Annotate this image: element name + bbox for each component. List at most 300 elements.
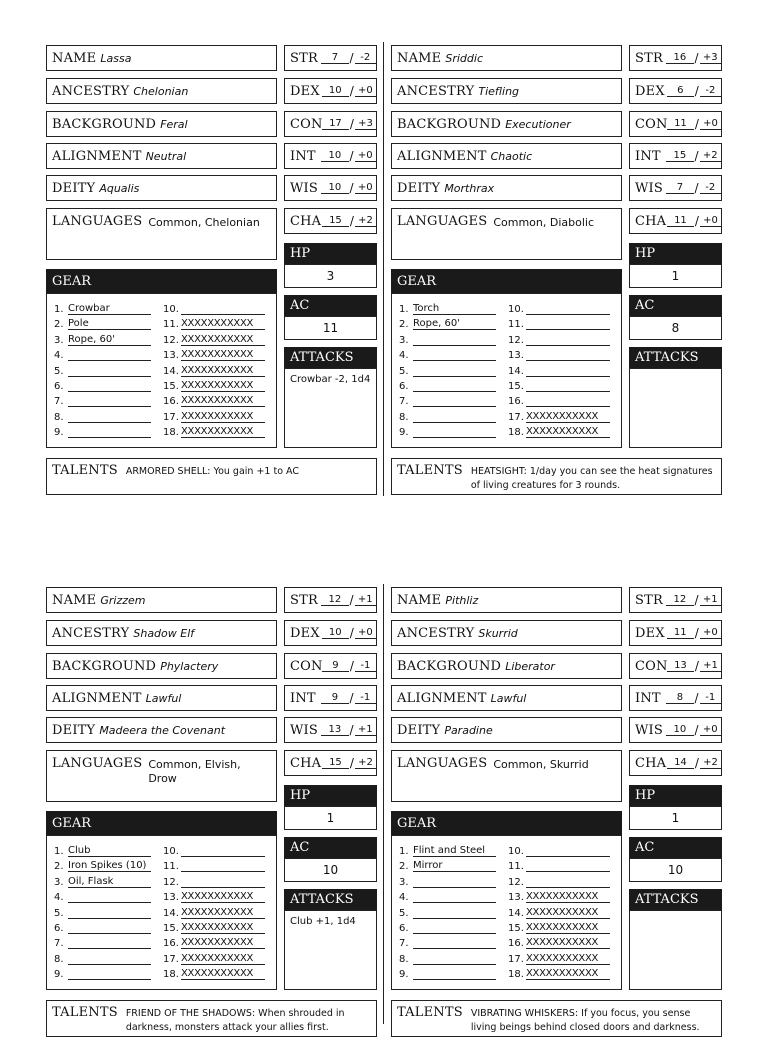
ancestry-label: ANCESTRY [52, 83, 130, 99]
dex-stat [284, 78, 377, 104]
gear-slot-value[interactable] [181, 876, 265, 888]
wis-stat [629, 717, 722, 743]
gear-slot-unavailable[interactable]: XXXXXXXXXXX [181, 907, 265, 919]
gear-slot[interactable] [508, 859, 610, 872]
gear-slot[interactable] [508, 379, 610, 392]
languages-label: LANGUAGES [397, 756, 488, 771]
hp-value-box[interactable] [284, 806, 377, 830]
gear-slot-value[interactable] [413, 907, 496, 919]
ac-value-box[interactable] [629, 858, 722, 882]
dex-stat [629, 620, 722, 646]
languages-row [392, 751, 621, 777]
gear-slot-unavailable[interactable]: XXXXXXXXXXX [526, 891, 610, 903]
gear-slot[interactable] [54, 394, 151, 407]
gear-slot[interactable] [54, 379, 151, 392]
con-stat [629, 111, 722, 137]
hp-value-box[interactable] [629, 806, 722, 830]
gear-slot-value[interactable]: Crowbar [68, 303, 151, 315]
alignment-value: Lawful [145, 691, 182, 705]
str-score: 12 [321, 594, 348, 606]
gear-slot-unavailable[interactable]: XXXXXXXXXXX [181, 922, 265, 934]
wis-row [630, 718, 721, 742]
gear-slot-value[interactable] [413, 334, 496, 346]
gear-slot[interactable] [54, 364, 151, 377]
gear-slot[interactable] [508, 921, 610, 934]
gear-slot[interactable] [163, 364, 265, 377]
gear-slot-value[interactable] [413, 411, 496, 423]
gear-slot-value[interactable] [413, 395, 496, 407]
gear-slot-unavailable[interactable]: XXXXXXXXXXX [181, 968, 265, 980]
deity-label: DEITY [397, 722, 441, 738]
int-stat [629, 143, 722, 169]
background-row [392, 654, 621, 678]
gear-slot[interactable] [508, 333, 610, 346]
cha-score: 14 [667, 757, 694, 769]
gear-slot[interactable] [399, 906, 496, 919]
ancestry-label: ANCESTRY [397, 83, 475, 99]
gear-slot-value[interactable]: Mirror [413, 860, 496, 872]
alignment-value: Chaotic [490, 149, 533, 163]
gear-slot[interactable] [399, 890, 496, 903]
gear-slot-number: 14. [163, 365, 179, 377]
ancestry-label: ANCESTRY [397, 625, 475, 641]
con-score: 13 [667, 660, 694, 672]
ancestry-label: ANCESTRY [52, 625, 130, 641]
gear-slot-value[interactable] [526, 334, 610, 346]
gear-slot-value[interactable] [68, 380, 151, 392]
gear-slot[interactable] [54, 410, 151, 423]
int-label: INT [290, 148, 316, 164]
gear-slot-number: 3. [54, 876, 64, 888]
cha-row [630, 209, 721, 233]
gear-slot-unavailable[interactable]: XXXXXXXXXXX [526, 922, 610, 934]
cha-label: CHA [635, 755, 667, 771]
ancestry-value: Skurrid [478, 626, 518, 640]
str-modifier: +1 [355, 594, 376, 606]
gear-slot[interactable] [54, 317, 151, 330]
int-stat [284, 143, 377, 169]
gear-slot-unavailable[interactable]: XXXXXXXXXXX [526, 411, 610, 423]
gear-slot[interactable] [508, 348, 610, 361]
talents-row [47, 1001, 376, 1036]
con-slash: / [694, 659, 699, 673]
deity-row [47, 176, 276, 200]
wis-modifier: +0 [355, 182, 376, 194]
gear-slot-value[interactable] [413, 922, 496, 934]
gear-slot-value[interactable] [181, 845, 265, 857]
ancestry-row [47, 79, 276, 103]
alignment-field [46, 143, 277, 169]
name-field [391, 587, 622, 613]
gear-slot[interactable] [508, 302, 610, 315]
gear-slot[interactable] [163, 379, 265, 392]
gear-slot[interactable] [399, 859, 496, 872]
gear-slot-value[interactable]: Flint and Steel [413, 845, 496, 857]
deity-row [392, 718, 621, 742]
gear-slot-value[interactable] [68, 922, 151, 934]
gear-slot[interactable] [508, 906, 610, 919]
hp-value-box[interactable] [284, 264, 377, 288]
con-row [285, 112, 376, 136]
talents-row [392, 1001, 721, 1036]
int-stat [284, 685, 377, 711]
str-slash: / [694, 593, 699, 607]
wis-slash: / [349, 181, 354, 195]
gear-slot-value[interactable]: Iron Spikes (10) [68, 860, 151, 872]
gear-slot-value[interactable] [413, 349, 496, 361]
gear-slot-number: 11. [508, 319, 524, 331]
wis-modifier: +1 [355, 724, 376, 736]
alignment-label: ALIGNMENT [397, 690, 487, 706]
deity-value: Paradine [444, 723, 493, 737]
ac-label: AC [290, 298, 310, 313]
gear-slot-number: 14. [508, 907, 524, 919]
gear-slot-value[interactable] [413, 968, 496, 980]
gear-slot-value[interactable] [413, 426, 496, 438]
gear-slot-value[interactable] [413, 365, 496, 377]
gear-slot-value[interactable] [68, 426, 151, 438]
gear-slot-number: 1. [54, 304, 64, 315]
name-value: Lassa [100, 51, 132, 65]
gear-slot-value[interactable] [526, 845, 610, 857]
gear-slot[interactable] [399, 394, 496, 407]
cha-slash: / [349, 214, 354, 228]
gear-slot-value[interactable] [413, 937, 496, 949]
gear-slot-unavailable[interactable]: XXXXXXXXXXX [181, 937, 265, 949]
ac-header [284, 295, 377, 316]
languages-field [46, 750, 277, 802]
ac-header [629, 295, 722, 316]
talents-value: FRIEND OF THE SHADOWS: When shrouded in darkness, monsters attack your allies first. [125, 1008, 345, 1033]
gear-slot-value[interactable] [68, 907, 151, 919]
gear-slot[interactable] [54, 921, 151, 934]
gear-slot[interactable] [399, 379, 496, 392]
gear-slot[interactable] [399, 302, 496, 315]
talents-value: HEATSIGHT: 1/day you can see the heat signatures of living creatures for 3 rounds. [470, 466, 713, 491]
gear-slot[interactable] [163, 906, 265, 919]
gear-slot[interactable] [508, 394, 610, 407]
gear-slot[interactable] [508, 844, 610, 857]
gear-slot-number: 15. [508, 381, 524, 392]
gear-header [46, 811, 277, 835]
str-stat [629, 587, 722, 613]
gear-slot-value[interactable] [526, 318, 610, 330]
gear-slot-unavailable[interactable]: XXXXXXXXXXX [181, 349, 265, 361]
str-label: STR [635, 592, 663, 608]
int-slash: / [694, 149, 699, 163]
gear-slot[interactable] [399, 364, 496, 377]
str-row [630, 46, 721, 70]
gear-slot[interactable] [163, 317, 265, 330]
gear-slot-value[interactable] [68, 365, 151, 377]
gear-slot[interactable] [399, 425, 496, 438]
gear-slot-value[interactable] [526, 349, 610, 361]
gear-slot[interactable] [163, 890, 265, 903]
alignment-row [47, 686, 276, 710]
gear-slot-value[interactable] [181, 303, 265, 315]
cha-modifier: +2 [355, 215, 376, 227]
name-value: Grizzem [100, 593, 146, 607]
gear-slot[interactable] [163, 859, 265, 872]
gear-slot-unavailable[interactable]: XXXXXXXXXXX [181, 411, 265, 423]
attacks-header [629, 347, 722, 368]
gear-slot-unavailable[interactable]: XXXXXXXXXXX [181, 426, 265, 438]
languages-field [391, 208, 622, 260]
wis-row [285, 718, 376, 742]
background-field [391, 111, 622, 137]
gear-slot[interactable] [54, 936, 151, 949]
gear-slot[interactable] [508, 936, 610, 949]
background-field [391, 653, 622, 679]
gear-slot-value[interactable] [68, 953, 151, 965]
talents-value: VIBRATING WHISKERS: If you focus, you sense living beings behind closed doors and darkness. [470, 1008, 700, 1033]
gear-slot[interactable] [163, 921, 265, 934]
gear-slot-value[interactable]: Oil, Flask [68, 876, 151, 888]
gear-slot[interactable] [163, 425, 265, 438]
gear-slot[interactable] [508, 952, 610, 965]
ancestry-row [392, 621, 621, 645]
gear-slot-unavailable[interactable]: XXXXXXXXXXX [181, 365, 265, 377]
gear-slot-unavailable[interactable]: XXXXXXXXXXX [526, 426, 610, 438]
gear-slot-value[interactable]: Rope, 60' [413, 318, 496, 330]
dex-modifier: +0 [355, 627, 376, 639]
int-row [630, 686, 721, 710]
cha-modifier: +2 [355, 757, 376, 769]
attacks-box[interactable] [284, 368, 377, 448]
talents-label: TALENTS [52, 1005, 118, 1020]
con-score: 17 [322, 118, 349, 130]
gear-slot[interactable] [508, 364, 610, 377]
alignment-row [392, 144, 621, 168]
gear-slot[interactable] [399, 921, 496, 934]
gear-slot-value[interactable]: Club [68, 845, 151, 857]
gear-slot[interactable] [163, 302, 265, 315]
attacks-box[interactable] [284, 910, 377, 990]
gear-slot-value[interactable] [413, 891, 496, 903]
gear-slot-value[interactable] [413, 380, 496, 392]
int-score: 15 [666, 150, 693, 162]
gear-slot-value[interactable] [526, 365, 610, 377]
gear-box [391, 835, 622, 990]
wis-label: WIS [290, 180, 319, 196]
background-field [46, 111, 277, 137]
con-slash: / [349, 117, 354, 131]
con-modifier: -1 [355, 660, 376, 672]
gear-slot[interactable] [54, 333, 151, 346]
gear-slot-value[interactable]: Rope, 60' [68, 334, 151, 346]
gear-slot-value[interactable] [68, 349, 151, 361]
gear-slot[interactable] [54, 302, 151, 315]
deity-field [391, 175, 622, 201]
gear-slot-unavailable[interactable]: XXXXXXXXXXX [526, 968, 610, 980]
gear-slot-number: 5. [54, 907, 64, 919]
con-modifier: +3 [355, 118, 376, 130]
gear-slot[interactable] [399, 967, 496, 980]
cha-label: CHA [290, 213, 322, 229]
ac-value-box[interactable] [284, 858, 377, 882]
gear-slot-unavailable[interactable]: XXXXXXXXXXX [526, 937, 610, 949]
con-modifier: +0 [700, 118, 721, 130]
dex-slash: / [694, 84, 699, 98]
con-label: CON [635, 116, 668, 132]
gear-slot-number: 9. [54, 969, 64, 981]
gear-slot[interactable] [163, 394, 265, 407]
gear-box [391, 293, 622, 448]
gear-slot-value[interactable] [413, 876, 496, 888]
gear-slot[interactable] [163, 348, 265, 361]
gear-slot[interactable] [399, 410, 496, 423]
gear-slot-unavailable[interactable]: XXXXXXXXXXX [181, 891, 265, 903]
ac-value-box[interactable] [284, 316, 377, 340]
gear-slot-unavailable[interactable]: XXXXXXXXXXX [181, 380, 265, 392]
dex-label: DEX [290, 625, 320, 641]
int-row [285, 144, 376, 168]
dex-score: 11 [667, 627, 694, 639]
attacks-box[interactable] [629, 910, 722, 990]
gear-slot-value[interactable] [526, 380, 610, 392]
gear-slot[interactable] [399, 844, 496, 857]
gear-slot[interactable] [163, 875, 265, 888]
character-sheet [391, 587, 722, 1037]
gear-slot-value[interactable] [68, 411, 151, 423]
hp-label: HP [290, 246, 311, 261]
gear-slot-number: 16. [163, 938, 179, 950]
gear-slot[interactable] [163, 936, 265, 949]
gear-slot[interactable] [163, 410, 265, 423]
gear-slot[interactable] [399, 952, 496, 965]
gear-slot-value[interactable] [526, 860, 610, 872]
dex-stat [629, 78, 722, 104]
gear-slot[interactable] [163, 952, 265, 965]
str-score: 7 [321, 52, 348, 64]
gear-slot-value[interactable] [68, 937, 151, 949]
gear-slot-number: 15. [163, 381, 179, 392]
ac-label: AC [635, 298, 655, 313]
name-value: Sriddic [445, 51, 484, 65]
gear-slot[interactable] [399, 875, 496, 888]
gear-slot[interactable] [54, 967, 151, 980]
gear-slot-value[interactable]: Torch [413, 303, 496, 315]
str-row [630, 588, 721, 612]
gear-slot[interactable] [54, 844, 151, 857]
gear-slot[interactable] [54, 348, 151, 361]
languages-row [47, 209, 276, 235]
str-modifier: +1 [700, 594, 721, 606]
gear-slot-value[interactable] [181, 860, 265, 872]
ancestry-field [46, 620, 277, 646]
con-stat [284, 111, 377, 137]
ac-value-box[interactable] [629, 316, 722, 340]
gear-slot-unavailable[interactable]: XXXXXXXXXXX [526, 953, 610, 965]
cha-label: CHA [290, 755, 322, 771]
languages-value: Common, Elvish, Drow [148, 758, 241, 785]
gear-slot[interactable] [54, 906, 151, 919]
gear-slot-value[interactable] [526, 395, 610, 407]
gear-slot[interactable] [508, 410, 610, 423]
gear-slot-number: 16. [163, 396, 179, 408]
gear-slot-number: 1. [54, 846, 64, 857]
hp-label: HP [635, 788, 656, 803]
int-modifier: +2 [700, 150, 721, 162]
gear-slot[interactable] [163, 844, 265, 857]
gear-slot-number: 11. [163, 319, 179, 331]
gear-slot-value[interactable] [68, 891, 151, 903]
gear-slot-value[interactable] [526, 876, 610, 888]
ancestry-value: Chelonian [133, 84, 189, 98]
gear-slot-unavailable[interactable]: XXXXXXXXXXX [181, 953, 265, 965]
cha-row [285, 751, 376, 775]
gear-slot-value[interactable] [413, 953, 496, 965]
gear-slot[interactable] [399, 317, 496, 330]
hp-label: HP [635, 246, 656, 261]
gear-slot[interactable] [399, 348, 496, 361]
gear-slot-unavailable[interactable]: XXXXXXXXXXX [181, 334, 265, 346]
ancestry-value: Tiefling [478, 84, 520, 98]
gear-slot-unavailable[interactable]: XXXXXXXXXXX [181, 395, 265, 407]
gear-slot[interactable] [163, 967, 265, 980]
attacks-value: Club +1, 1d4 [290, 916, 356, 927]
gear-slot[interactable] [508, 967, 610, 980]
deity-value: Morthrax [444, 181, 495, 195]
gear-slot[interactable] [54, 425, 151, 438]
languages-row [47, 751, 276, 791]
gear-slot-value[interactable] [526, 303, 610, 315]
background-value: Phylactery [160, 659, 219, 673]
gear-slot-value[interactable]: Pole [68, 318, 151, 330]
gear-slot[interactable] [163, 333, 265, 346]
gear-slot[interactable] [508, 875, 610, 888]
str-label: STR [290, 592, 318, 608]
gear-slot-number: 10. [508, 846, 524, 857]
attacks-header [284, 889, 377, 910]
gear-slot[interactable] [54, 890, 151, 903]
gear-slot[interactable] [508, 890, 610, 903]
talents-box [46, 458, 377, 495]
wis-row [285, 176, 376, 200]
gear-slot[interactable] [54, 859, 151, 872]
attacks-box[interactable] [629, 368, 722, 448]
background-value: Executioner [505, 117, 571, 131]
gear-slot[interactable] [54, 875, 151, 888]
dex-score: 10 [322, 85, 349, 97]
gear-slot[interactable] [54, 952, 151, 965]
cha-stat [629, 750, 722, 776]
name-row [392, 46, 621, 70]
gear-slot-unavailable[interactable]: XXXXXXXXXXX [526, 907, 610, 919]
gear-slot[interactable] [508, 317, 610, 330]
alignment-label: ALIGNMENT [52, 690, 142, 706]
gear-header [46, 269, 277, 293]
gear-slot-number: 18. [163, 969, 179, 981]
attacks-label: ATTACKS [290, 892, 354, 907]
int-slash: / [349, 149, 354, 163]
name-label: NAME [397, 592, 442, 608]
gear-slot-unavailable[interactable]: XXXXXXXXXXX [181, 318, 265, 330]
ancestry-field [46, 78, 277, 104]
gear-slot[interactable] [508, 425, 610, 438]
gear-slot-number: 7. [399, 396, 409, 408]
gear-slot[interactable] [399, 333, 496, 346]
gear-slot-number: 15. [508, 923, 524, 934]
hp-value-box[interactable] [629, 264, 722, 288]
name-field [46, 45, 277, 71]
gear-slot-value[interactable] [68, 968, 151, 980]
gear-slot-value[interactable] [68, 395, 151, 407]
gear-slot-number: 8. [54, 953, 64, 965]
character-sheet [46, 587, 377, 1037]
con-label: CON [290, 116, 323, 132]
gear-slot[interactable] [399, 936, 496, 949]
